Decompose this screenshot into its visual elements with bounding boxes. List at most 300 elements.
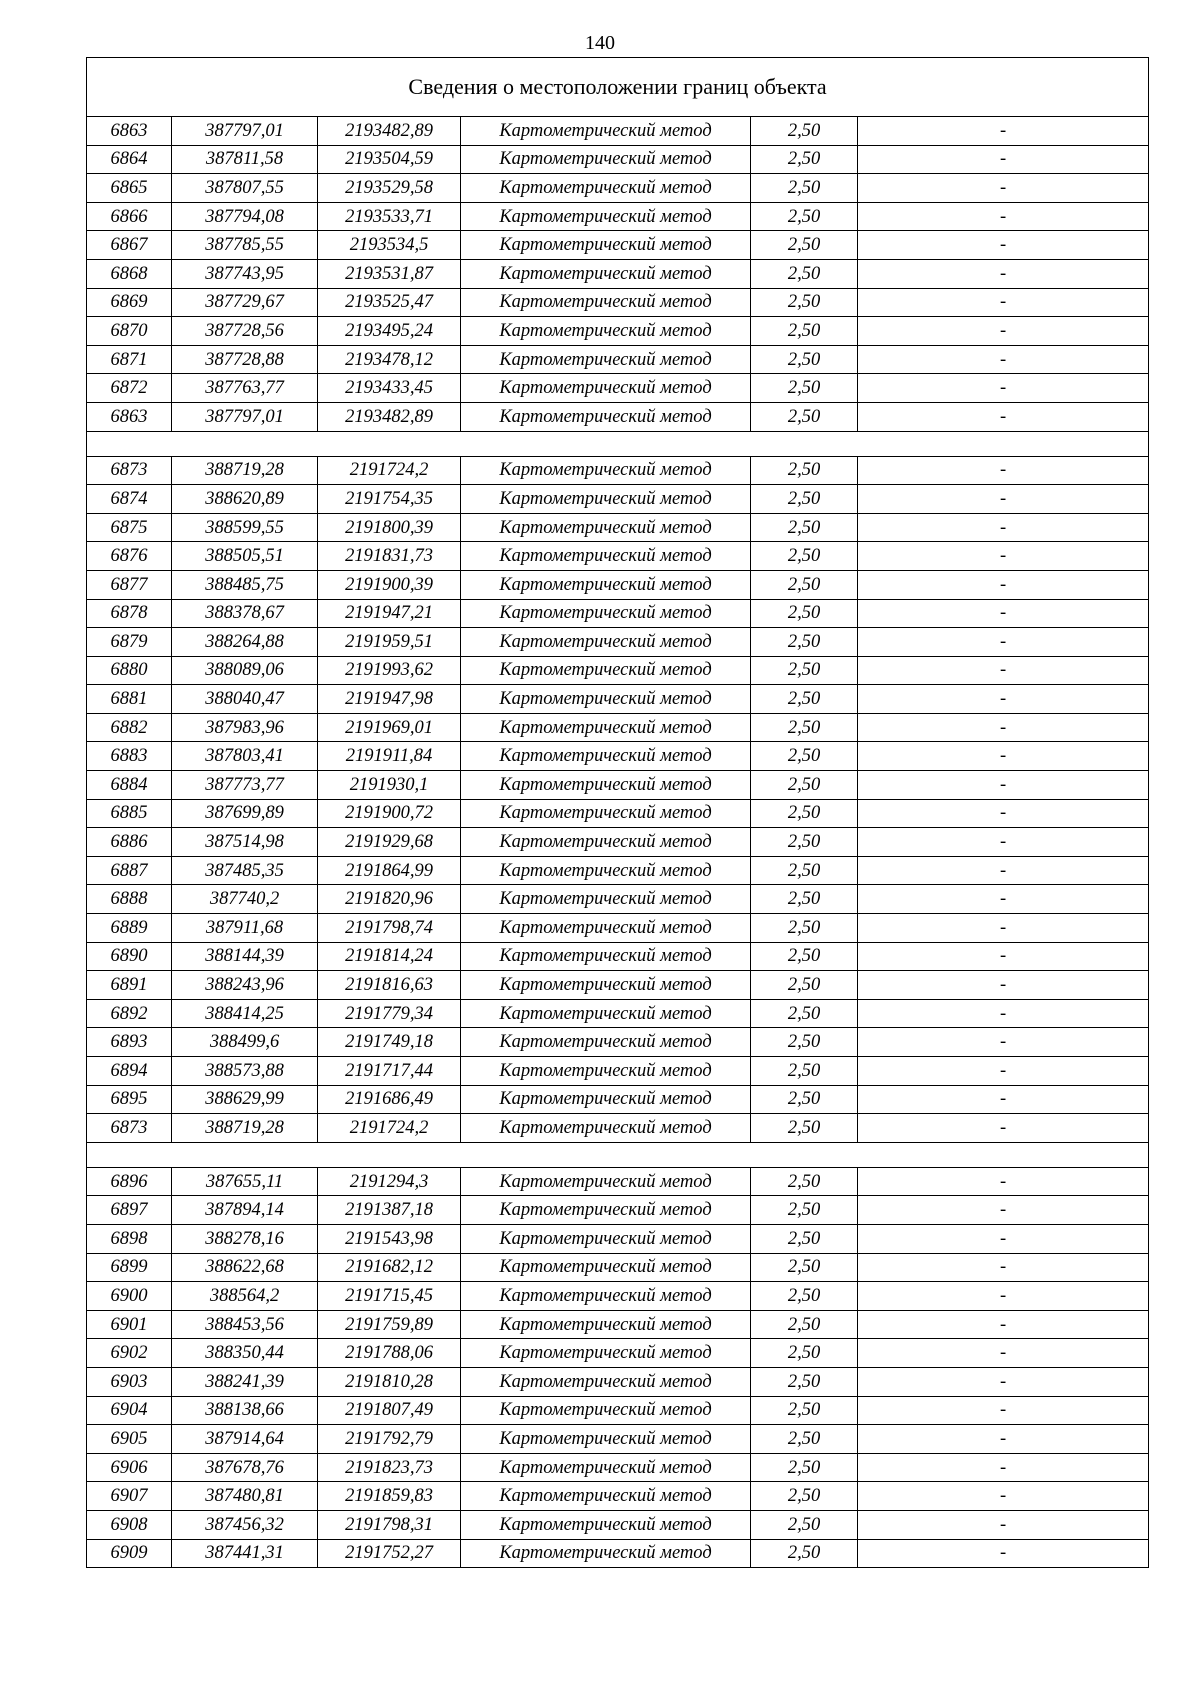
method-cell: Картометрический метод	[461, 1539, 751, 1568]
y-coordinate-cell: 2191788,06	[318, 1339, 461, 1368]
description-cell: -	[858, 317, 1149, 346]
description-cell: -	[858, 971, 1149, 1000]
table-row	[87, 456, 1149, 485]
description-cell: -	[858, 202, 1149, 231]
x-coordinate-cell: 387699,89	[172, 799, 318, 828]
table-row	[87, 799, 1149, 828]
x-coordinate-cell: 388719,28	[172, 456, 318, 485]
table-row	[87, 1539, 1149, 1568]
y-coordinate-cell: 2193482,89	[318, 402, 461, 431]
x-coordinate-cell: 387803,41	[172, 742, 318, 771]
page-number: 140	[585, 32, 615, 54]
table-row	[87, 628, 1149, 657]
table-row	[87, 685, 1149, 714]
accuracy-cell: 2,50	[751, 1339, 858, 1368]
accuracy-cell: 2,50	[751, 1253, 858, 1282]
point-number-cell: 6869	[87, 288, 172, 317]
description-cell: -	[858, 402, 1149, 431]
method-cell: Картометрический метод	[461, 656, 751, 685]
x-coordinate-cell: 387456,32	[172, 1510, 318, 1539]
accuracy-cell: 2,50	[751, 1085, 858, 1114]
y-coordinate-cell: 2191816,63	[318, 971, 461, 1000]
x-coordinate-cell: 387743,95	[172, 259, 318, 288]
accuracy-cell: 2,50	[751, 1282, 858, 1311]
point-number-cell: 6896	[87, 1167, 172, 1196]
point-number-cell: 6872	[87, 374, 172, 403]
method-cell: Картометрический метод	[461, 570, 751, 599]
x-coordinate-cell: 387807,55	[172, 174, 318, 203]
description-cell: -	[858, 345, 1149, 374]
point-number-cell: 6873	[87, 456, 172, 485]
accuracy-cell: 2,50	[751, 485, 858, 514]
y-coordinate-cell: 2191724,2	[318, 456, 461, 485]
method-cell: Картометрический метод	[461, 174, 751, 203]
point-number-cell: 6891	[87, 971, 172, 1000]
point-number-cell: 6899	[87, 1253, 172, 1282]
x-coordinate-cell: 387655,11	[172, 1167, 318, 1196]
table-row	[87, 1196, 1149, 1225]
table-row	[87, 317, 1149, 346]
method-cell: Картометрический метод	[461, 1114, 751, 1143]
point-number-cell: 6897	[87, 1196, 172, 1225]
accuracy-cell: 2,50	[751, 771, 858, 800]
table-title-row	[87, 58, 1149, 117]
point-number-cell: 6895	[87, 1085, 172, 1114]
description-cell: -	[858, 259, 1149, 288]
description-cell: -	[858, 1510, 1149, 1539]
y-coordinate-cell: 2193531,87	[318, 259, 461, 288]
accuracy-cell: 2,50	[751, 402, 858, 431]
method-cell: Картометрический метод	[461, 542, 751, 571]
table-row	[87, 1367, 1149, 1396]
table-row	[87, 1310, 1149, 1339]
y-coordinate-cell: 2191792,79	[318, 1425, 461, 1454]
accuracy-cell: 2,50	[751, 999, 858, 1028]
description-cell: -	[858, 1253, 1149, 1282]
y-coordinate-cell: 2191807,49	[318, 1396, 461, 1425]
description-cell: -	[858, 942, 1149, 971]
y-coordinate-cell: 2191752,27	[318, 1539, 461, 1568]
y-coordinate-cell: 2191800,39	[318, 513, 461, 542]
table-row	[87, 742, 1149, 771]
table-row	[87, 856, 1149, 885]
x-coordinate-cell: 388573,88	[172, 1057, 318, 1086]
description-cell: -	[858, 374, 1149, 403]
y-coordinate-cell: 2191717,44	[318, 1057, 461, 1086]
description-cell: -	[858, 1396, 1149, 1425]
point-number-cell: 6863	[87, 117, 172, 146]
point-number-cell: 6866	[87, 202, 172, 231]
boundary-coordinates-table	[86, 57, 1149, 1568]
x-coordinate-cell: 388350,44	[172, 1339, 318, 1368]
point-number-cell: 6901	[87, 1310, 172, 1339]
description-cell: -	[858, 570, 1149, 599]
contour-separator-row	[87, 1142, 1149, 1167]
point-number-cell: 6865	[87, 174, 172, 203]
x-coordinate-cell: 388629,99	[172, 1085, 318, 1114]
x-coordinate-cell: 387914,64	[172, 1425, 318, 1454]
method-cell: Картометрический метод	[461, 771, 751, 800]
table-row	[87, 1396, 1149, 1425]
accuracy-cell: 2,50	[751, 656, 858, 685]
y-coordinate-cell: 2191929,68	[318, 828, 461, 857]
method-cell: Картометрический метод	[461, 999, 751, 1028]
description-cell: -	[858, 1057, 1149, 1086]
table-row	[87, 914, 1149, 943]
point-number-cell: 6892	[87, 999, 172, 1028]
method-cell: Картометрический метод	[461, 628, 751, 657]
table-row	[87, 259, 1149, 288]
method-cell: Картометрический метод	[461, 485, 751, 514]
accuracy-cell: 2,50	[751, 1396, 858, 1425]
point-number-cell: 6908	[87, 1510, 172, 1539]
x-coordinate-cell: 388414,25	[172, 999, 318, 1028]
table-row	[87, 1085, 1149, 1114]
point-number-cell: 6886	[87, 828, 172, 857]
description-cell: -	[858, 656, 1149, 685]
table-row	[87, 345, 1149, 374]
table-row	[87, 1224, 1149, 1253]
method-cell: Картометрический метод	[461, 402, 751, 431]
method-cell: Картометрический метод	[461, 288, 751, 317]
point-number-cell: 6902	[87, 1339, 172, 1368]
table-row	[87, 288, 1149, 317]
accuracy-cell: 2,50	[751, 542, 858, 571]
description-cell: -	[858, 456, 1149, 485]
separator-cell	[87, 1142, 1149, 1167]
table-row	[87, 174, 1149, 203]
description-cell: -	[858, 1425, 1149, 1454]
y-coordinate-cell: 2191543,98	[318, 1224, 461, 1253]
y-coordinate-cell: 2193433,45	[318, 374, 461, 403]
x-coordinate-cell: 388599,55	[172, 513, 318, 542]
point-number-cell: 6863	[87, 402, 172, 431]
y-coordinate-cell: 2193478,12	[318, 345, 461, 374]
point-number-cell: 6890	[87, 942, 172, 971]
point-number-cell: 6887	[87, 856, 172, 885]
table-row	[87, 828, 1149, 857]
description-cell: -	[858, 1310, 1149, 1339]
method-cell: Картометрический метод	[461, 1310, 751, 1339]
separator-cell	[87, 431, 1149, 456]
y-coordinate-cell: 2191930,1	[318, 771, 461, 800]
accuracy-cell: 2,50	[751, 1196, 858, 1225]
method-cell: Картометрический метод	[461, 317, 751, 346]
accuracy-cell: 2,50	[751, 174, 858, 203]
table-row	[87, 599, 1149, 628]
accuracy-cell: 2,50	[751, 259, 858, 288]
table-row	[87, 1253, 1149, 1282]
point-number-cell: 6879	[87, 628, 172, 657]
point-number-cell: 6877	[87, 570, 172, 599]
table-row	[87, 1453, 1149, 1482]
table-row	[87, 1028, 1149, 1057]
accuracy-cell: 2,50	[751, 1539, 858, 1568]
description-cell: -	[858, 485, 1149, 514]
method-cell: Картометрический метод	[461, 231, 751, 260]
description-cell: -	[858, 1482, 1149, 1511]
y-coordinate-cell: 2191682,12	[318, 1253, 461, 1282]
description-cell: -	[858, 174, 1149, 203]
y-coordinate-cell: 2191911,84	[318, 742, 461, 771]
y-coordinate-cell: 2193504,59	[318, 145, 461, 174]
method-cell: Картометрический метод	[461, 456, 751, 485]
description-cell: -	[858, 771, 1149, 800]
method-cell: Картометрический метод	[461, 799, 751, 828]
accuracy-cell: 2,50	[751, 799, 858, 828]
method-cell: Картометрический метод	[461, 742, 751, 771]
point-number-cell: 6893	[87, 1028, 172, 1057]
accuracy-cell: 2,50	[751, 1028, 858, 1057]
point-number-cell: 6873	[87, 1114, 172, 1143]
x-coordinate-cell: 388622,68	[172, 1253, 318, 1282]
method-cell: Картометрический метод	[461, 885, 751, 914]
accuracy-cell: 2,50	[751, 145, 858, 174]
point-number-cell: 6876	[87, 542, 172, 571]
method-cell: Картометрический метод	[461, 345, 751, 374]
accuracy-cell: 2,50	[751, 345, 858, 374]
x-coordinate-cell: 387797,01	[172, 402, 318, 431]
method-cell: Картометрический метод	[461, 685, 751, 714]
contour-separator-row	[87, 431, 1149, 456]
point-number-cell: 6904	[87, 1396, 172, 1425]
method-cell: Картометрический метод	[461, 374, 751, 403]
point-number-cell: 6871	[87, 345, 172, 374]
accuracy-cell: 2,50	[751, 1310, 858, 1339]
x-coordinate-cell: 388040,47	[172, 685, 318, 714]
method-cell: Картометрический метод	[461, 1339, 751, 1368]
table-row	[87, 656, 1149, 685]
description-cell: -	[858, 117, 1149, 146]
accuracy-cell: 2,50	[751, 914, 858, 943]
method-cell: Картометрический метод	[461, 1028, 751, 1057]
point-number-cell: 6884	[87, 771, 172, 800]
x-coordinate-cell: 387794,08	[172, 202, 318, 231]
accuracy-cell: 2,50	[751, 942, 858, 971]
x-coordinate-cell: 387485,35	[172, 856, 318, 885]
y-coordinate-cell: 2191759,89	[318, 1310, 461, 1339]
table-row	[87, 971, 1149, 1000]
accuracy-cell: 2,50	[751, 456, 858, 485]
x-coordinate-cell: 387785,55	[172, 231, 318, 260]
accuracy-cell: 2,50	[751, 685, 858, 714]
method-cell: Картометрический метод	[461, 145, 751, 174]
y-coordinate-cell: 2191959,51	[318, 628, 461, 657]
table-row	[87, 1057, 1149, 1086]
x-coordinate-cell: 387441,31	[172, 1539, 318, 1568]
method-cell: Картометрический метод	[461, 1085, 751, 1114]
accuracy-cell: 2,50	[751, 1224, 858, 1253]
table-row	[87, 1425, 1149, 1454]
x-coordinate-cell: 387514,98	[172, 828, 318, 857]
y-coordinate-cell: 2193482,89	[318, 117, 461, 146]
table-row	[87, 570, 1149, 599]
description-cell: -	[858, 856, 1149, 885]
table-row	[87, 513, 1149, 542]
y-coordinate-cell: 2191724,2	[318, 1114, 461, 1143]
description-cell: -	[858, 513, 1149, 542]
table-row	[87, 1510, 1149, 1539]
accuracy-cell: 2,50	[751, 742, 858, 771]
point-number-cell: 6900	[87, 1282, 172, 1311]
method-cell: Картометрический метод	[461, 1425, 751, 1454]
x-coordinate-cell: 388505,51	[172, 542, 318, 571]
x-coordinate-cell: 388485,75	[172, 570, 318, 599]
method-cell: Картометрический метод	[461, 513, 751, 542]
point-number-cell: 6888	[87, 885, 172, 914]
description-cell: -	[858, 742, 1149, 771]
accuracy-cell: 2,50	[751, 288, 858, 317]
method-cell: Картометрический метод	[461, 1453, 751, 1482]
y-coordinate-cell: 2191779,34	[318, 999, 461, 1028]
y-coordinate-cell: 2191387,18	[318, 1196, 461, 1225]
accuracy-cell: 2,50	[751, 599, 858, 628]
description-cell: -	[858, 1282, 1149, 1311]
table-row	[87, 885, 1149, 914]
point-number-cell: 6870	[87, 317, 172, 346]
point-number-cell: 6894	[87, 1057, 172, 1086]
accuracy-cell: 2,50	[751, 513, 858, 542]
description-cell: -	[858, 1367, 1149, 1396]
accuracy-cell: 2,50	[751, 117, 858, 146]
x-coordinate-cell: 387773,77	[172, 771, 318, 800]
y-coordinate-cell: 2191947,21	[318, 599, 461, 628]
method-cell: Картометрический метод	[461, 856, 751, 885]
method-cell: Картометрический метод	[461, 971, 751, 1000]
table-row	[87, 771, 1149, 800]
method-cell: Картометрический метод	[461, 942, 751, 971]
table-row	[87, 117, 1149, 146]
point-number-cell: 6875	[87, 513, 172, 542]
point-number-cell: 6889	[87, 914, 172, 943]
y-coordinate-cell: 2191900,72	[318, 799, 461, 828]
x-coordinate-cell: 388564,2	[172, 1282, 318, 1311]
description-cell: -	[858, 1085, 1149, 1114]
y-coordinate-cell: 2191686,49	[318, 1085, 461, 1114]
x-coordinate-cell: 388243,96	[172, 971, 318, 1000]
method-cell: Картометрический метод	[461, 117, 751, 146]
table-title: Сведения о местоположении границ объекта	[87, 58, 1149, 117]
table-row	[87, 485, 1149, 514]
x-coordinate-cell: 387729,67	[172, 288, 318, 317]
accuracy-cell: 2,50	[751, 374, 858, 403]
method-cell: Картометрический метод	[461, 914, 751, 943]
accuracy-cell: 2,50	[751, 1482, 858, 1511]
accuracy-cell: 2,50	[751, 317, 858, 346]
table-row	[87, 713, 1149, 742]
description-cell: -	[858, 542, 1149, 571]
y-coordinate-cell: 2191754,35	[318, 485, 461, 514]
accuracy-cell: 2,50	[751, 828, 858, 857]
description-cell: -	[858, 799, 1149, 828]
x-coordinate-cell: 388453,56	[172, 1310, 318, 1339]
y-coordinate-cell: 2191715,45	[318, 1282, 461, 1311]
accuracy-cell: 2,50	[751, 1510, 858, 1539]
method-cell: Картометрический метод	[461, 1396, 751, 1425]
y-coordinate-cell: 2191831,73	[318, 542, 461, 571]
y-coordinate-cell: 2191798,31	[318, 1510, 461, 1539]
description-cell: -	[858, 1167, 1149, 1196]
x-coordinate-cell: 387983,96	[172, 713, 318, 742]
x-coordinate-cell: 387797,01	[172, 117, 318, 146]
y-coordinate-cell: 2193529,58	[318, 174, 461, 203]
x-coordinate-cell: 387811,58	[172, 145, 318, 174]
table-row	[87, 542, 1149, 571]
table-row	[87, 1339, 1149, 1368]
x-coordinate-cell: 387480,81	[172, 1482, 318, 1511]
description-cell: -	[858, 885, 1149, 914]
x-coordinate-cell: 387678,76	[172, 1453, 318, 1482]
point-number-cell: 6909	[87, 1539, 172, 1568]
x-coordinate-cell: 387894,14	[172, 1196, 318, 1225]
description-cell: -	[858, 628, 1149, 657]
x-coordinate-cell: 387728,88	[172, 345, 318, 374]
y-coordinate-cell: 2191749,18	[318, 1028, 461, 1057]
y-coordinate-cell: 2193533,71	[318, 202, 461, 231]
accuracy-cell: 2,50	[751, 1425, 858, 1454]
accuracy-cell: 2,50	[751, 1367, 858, 1396]
table-row	[87, 942, 1149, 971]
point-number-cell: 6905	[87, 1425, 172, 1454]
description-cell: -	[858, 145, 1149, 174]
accuracy-cell: 2,50	[751, 231, 858, 260]
point-number-cell: 6882	[87, 713, 172, 742]
method-cell: Картометрический метод	[461, 1253, 751, 1282]
y-coordinate-cell: 2193525,47	[318, 288, 461, 317]
accuracy-cell: 2,50	[751, 856, 858, 885]
accuracy-cell: 2,50	[751, 628, 858, 657]
accuracy-cell: 2,50	[751, 1114, 858, 1143]
point-number-cell: 6880	[87, 656, 172, 685]
method-cell: Картометрический метод	[461, 1167, 751, 1196]
point-number-cell: 6907	[87, 1482, 172, 1511]
description-cell: -	[858, 828, 1149, 857]
y-coordinate-cell: 2191900,39	[318, 570, 461, 599]
point-number-cell: 6881	[87, 685, 172, 714]
method-cell: Картометрический метод	[461, 1367, 751, 1396]
x-coordinate-cell: 388378,67	[172, 599, 318, 628]
x-coordinate-cell: 388144,39	[172, 942, 318, 971]
description-cell: -	[858, 685, 1149, 714]
y-coordinate-cell: 2191798,74	[318, 914, 461, 943]
description-cell: -	[858, 1028, 1149, 1057]
method-cell: Картометрический метод	[461, 713, 751, 742]
x-coordinate-cell: 388138,66	[172, 1396, 318, 1425]
point-number-cell: 6898	[87, 1224, 172, 1253]
y-coordinate-cell: 2191294,3	[318, 1167, 461, 1196]
description-cell: -	[858, 1539, 1149, 1568]
x-coordinate-cell: 387911,68	[172, 914, 318, 943]
method-cell: Картометрический метод	[461, 1196, 751, 1225]
table-row	[87, 1167, 1149, 1196]
x-coordinate-cell: 388620,89	[172, 485, 318, 514]
description-cell: -	[858, 1453, 1149, 1482]
x-coordinate-cell: 387740,2	[172, 885, 318, 914]
table-row	[87, 1282, 1149, 1311]
point-number-cell: 6903	[87, 1367, 172, 1396]
y-coordinate-cell: 2191820,96	[318, 885, 461, 914]
table-row	[87, 374, 1149, 403]
accuracy-cell: 2,50	[751, 1453, 858, 1482]
method-cell: Картометрический метод	[461, 1482, 751, 1511]
y-coordinate-cell: 2191864,99	[318, 856, 461, 885]
table-row	[87, 1482, 1149, 1511]
x-coordinate-cell: 388241,39	[172, 1367, 318, 1396]
x-coordinate-cell: 388719,28	[172, 1114, 318, 1143]
x-coordinate-cell: 388264,88	[172, 628, 318, 657]
accuracy-cell: 2,50	[751, 202, 858, 231]
description-cell: -	[858, 914, 1149, 943]
